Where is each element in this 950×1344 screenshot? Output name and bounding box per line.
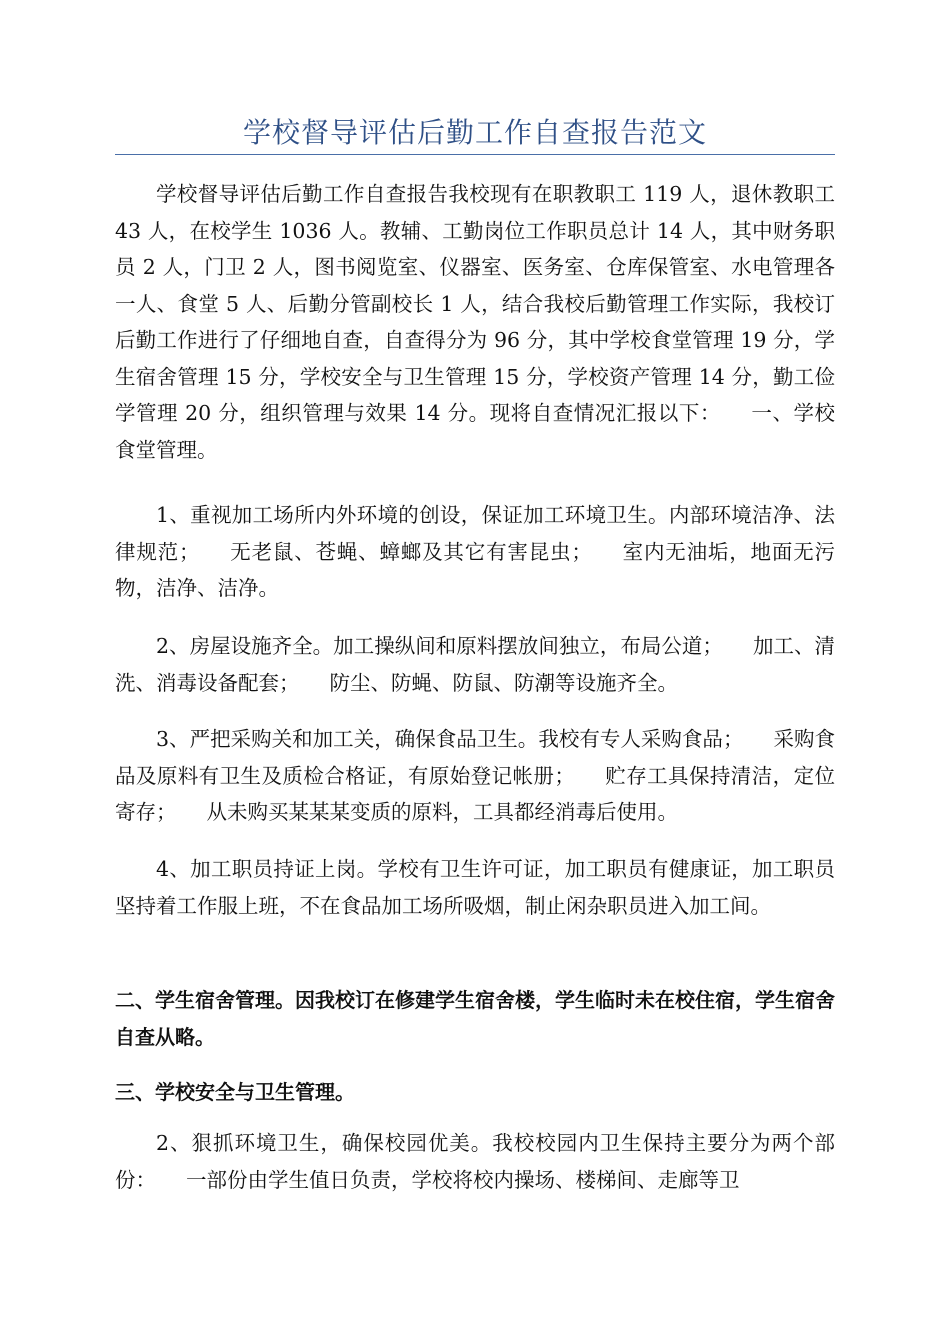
safety-heading-text: 三、学校安全与卫生管理。	[115, 1080, 355, 1104]
document-title: 学校督导评估后勤工作自查报告范文	[242, 116, 707, 149]
canteen-item-2-c: 防尘、防蝇、防鼠、防潮等设施齐全。	[329, 670, 678, 695]
canteen-item-1-a: 1、重视加工场所内外环境的创设，保证加工环境卫生。内部环境洁净、法律规范；	[115, 503, 835, 564]
safety-item-2	[115, 1125, 835, 1198]
dormitory-text: 二、学生宿舍管理。因我校订在修建学生宿舍楼，学生临时未在校住宿，学生宿舍自查从略。	[115, 988, 835, 1049]
canteen-item-3-d: 从未购买某某某变质的原料，工具都经消毒后使用。	[206, 800, 678, 824]
canteen-item-3-c: 贮存工具保持清洁，定位寄存；	[115, 763, 835, 824]
safety-item-2-b: 一部份由学生值日负责，学校将校内操场、楼梯间、走廊等卫	[186, 1167, 740, 1192]
canteen-item-1-b: 无老鼠、苍蝇、蟑螂及其它有害昆虫；	[229, 539, 592, 564]
canteen-item-2-b: 加工、清洗、消毒设备配套；	[115, 634, 835, 695]
canteen-item-1-c: 室内无油垢，地面无污物，洁净、洁净。	[115, 539, 836, 600]
section-heading-safety	[115, 1074, 835, 1111]
canteen-item-1	[115, 497, 835, 607]
section-heading-canteen: 一、学校食堂管理。	[115, 401, 835, 462]
canteen-item-3-a: 3、严把采购关和加工关，确保食品卫生。我校有专人采购食品；	[156, 727, 744, 751]
safety-item-2-a: 2、狠抓环境卫生，确保校园优美。我校校园内卫生保持主要分为两个部份：	[115, 1131, 835, 1192]
intro-paragraph	[115, 176, 835, 468]
canteen-item-4	[115, 851, 835, 924]
canteen-item-4-text: 4、加工职员持证上岗。学校有卫生许可证，加工职员有健康证，加工职员坚持着工作服上班，不在食品加工场所吸烟，制止闲杂职员进入加工间。	[115, 857, 835, 918]
section-heading-dormitory	[115, 982, 835, 1055]
intro-text: 学校督导评估后勤工作自查报告我校现有在职教职工 119 人，退休教职工 43 人，在校学生 1036 人。教辅、工勤岗位工作职员总计 14 人，其中财务职员 2 人，门卫 2 人，图书阅览室、仪器室、医务室、仓库保管室、水电管理各一人、食堂 5 人、后勤分管副校长 1 人，结合我校后勤管理工作实际，我校订后勤工作进行了仔细地自查，自查得分为 96 分，其中学校食堂管理 19 分，学生宿舍管理 15 分，学校安全与卫生管理 15 分，学校资产管理 14 分，勤工俭学管理 20 分，组织管理与效果 14 分。现将自查情况汇报以下：	[115, 182, 835, 425]
canteen-item-2-a: 2、房屋设施齐全。加工操纵间和原料摆放间独立，布局公道；	[156, 634, 723, 658]
title-underline	[115, 154, 835, 155]
canteen-item-2	[115, 628, 835, 701]
canteen-item-3-b: 采购食品及原料有卫生及质检合格证，有原始登记帐册；	[115, 727, 835, 788]
canteen-item-3	[115, 721, 835, 831]
